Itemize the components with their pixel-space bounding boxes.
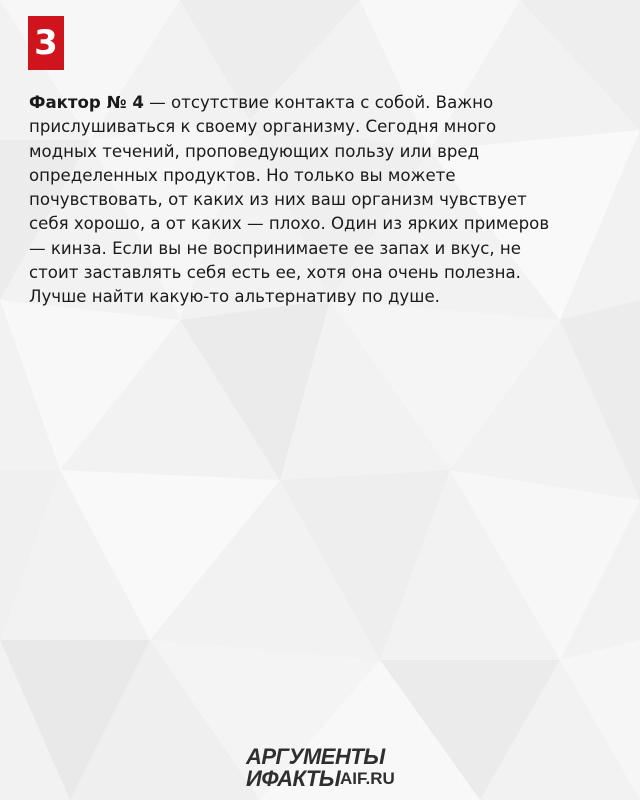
paragraph-line-text: — отсутствие контакта с собой. Важно [143, 93, 494, 112]
logo-line1: АРГУМЕНТЫ [246, 744, 385, 769]
body-paragraph [29, 91, 614, 310]
paragraph-line: почувствовать, от каких из них ваш организм чувствует [29, 190, 527, 210]
factor-heading: Фактор № 4 [29, 93, 144, 112]
paragraph-line: — кинза. Если вы не воспринимаете ее запах и вкус, не [29, 238, 521, 258]
paragraph-line: модных течений, проповедующих пользу или вред [29, 141, 480, 161]
logo-line2: ИФАКТЫ [246, 766, 341, 791]
logo-domain: AIF.RU [340, 769, 395, 788]
page-number: 3 [34, 23, 58, 63]
paragraph-line: прислушиваться к своему организму. Сегодня много [29, 117, 497, 137]
paragraph-line: себя хорошо, а от каких — плохо. Один из ярких примеров [29, 214, 550, 234]
page-number-badge [28, 16, 64, 70]
paragraph-line: определенных продуктов. Но только вы можете [29, 165, 456, 185]
aif-logo [246, 744, 411, 790]
paragraph-line: стоит заставлять себя есть ее, хотя она очень полезна. [29, 263, 521, 283]
paragraph-line [29, 91, 614, 115]
paragraph-line: Лучше найти какую-то альтернативу по душе. [29, 287, 440, 307]
